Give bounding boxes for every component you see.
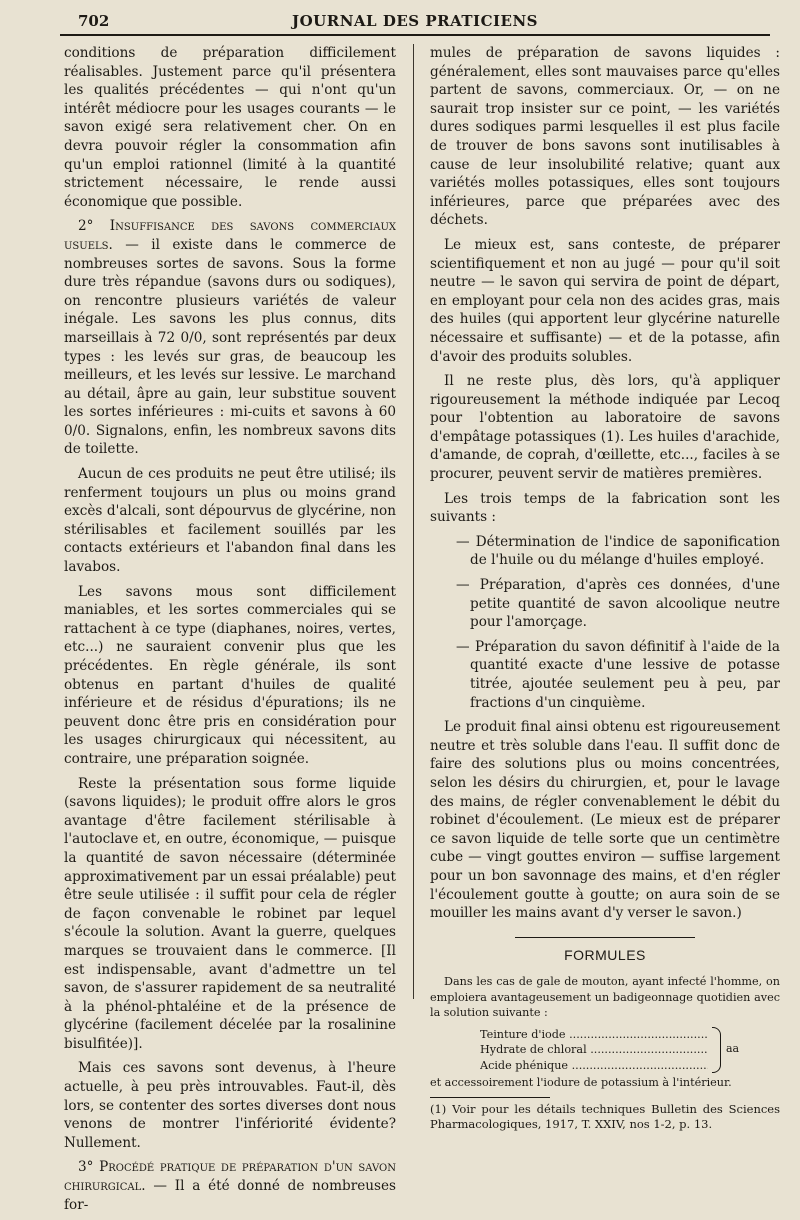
footnote: (1) Voir pour les détails techniques Bulletin des Sciences Pharmacologiques, 1917, T. XXIV, nos 1-2, p. 13. [430,1101,780,1131]
brace [712,1027,721,1073]
paragraph: Reste la présentation sous forme liquide (savons liquides); le produit offre alors le gros avantage d'être facilement stérilisable à l'autoclave et, en outre, économique, — puisque la quantité de savon nécessaire (déterminée approximativement par un essai préalable) peut être seule utilisée : il suffit pour cela de régler de façon convenable le robinet par lequel s'écoule la solution. Avant la guerre, quelques marques se trouvaient dans le commerce. [Il est indispensable, avant d'admettre un tel savon, de s'assurer rapidement de sa neutralité à la phénol-phtaléine et de la présence de glycérine (facilement décelée par la rosalinine bisulfitée)]. [64,775,396,1052]
list-item: — Détermination de l'indice de saponification de l'huile ou du mélange d'huiles employé. [456,533,780,569]
running-title: JOURNAL DES PRATICIENS [292,12,538,30]
paragraph: conditions de préparation difficilement réalisables. Justement parce qu'il présentera les qualités précédentes — qui n'ont qu'un intérêt médiocre pour les usages courants — le savon exigé sera relativement cher. On en devra pouvoir régler la consommation afin qu'un emploi rationnel (limité à la quantité strictement nécessaire, le rende aussi économique que possible. [64,45,396,210]
paragraph: Le produit final ainsi obtenu est rigoureusement neutre et très soluble dans l'eau. Il suffit donc de faire des solutions plus ou moins concentrées, selon les désirs du chirurgien, et, pour le lavage des mains, de régler convenablement le débit du robinet d'écoulement. (Le mieux est de préparer ce savon liquide de telle sorte que un centimètre cube — vingt gouttes environ — suffise largement pour un bon savonnage des mains, et d'en régler l'écoulement goutte à goutte; on aura soin de se mouiller les mains avant d'y verser le savon.) [430,719,780,922]
paragraph: mules de préparation de savons liquides : généralement, elles sont mauvaises parce qu'elles partent de savons, commerciaux. Or, — on ne saurait trop insister sur ce point, — les variétés dures sodiques parmi lesquelles il est plus facile de trouver de bons savons sont inutilisables à cause de leur insolubilité relative; quant aux variétés molles potassiques, elles sont toujours inférieures, parce que préparées avec des déchets. [430,45,780,229]
ingredient: Hydrate de chloral ..... [480,1042,708,1058]
paragraph: 3° Procédé pratique de préparation d'un savon chirurgical. — Il a été donné de nombreuses for- [64,1159,396,1213]
quantity: aa [726,1041,740,1055]
section-heading: 2° Insuffisance des savons commerciaux usuels. [64,218,396,253]
paragraph: Aucun de ces produits ne peut être utilisé; ils renferment toujours un plus ou moins grand excès d'alcali, sont dépourvus de glycérine, non stérilisables et facilement souillés par les contacts extérieurs et l'abandon final dans les lavabos. [64,466,396,576]
list-item: — Préparation, d'après ces données, d'une petite quantité de savon alcoolique neutre pour l'amorçage. [456,577,780,631]
paragraph: Il ne reste plus, dès lors, qu'à appliquer rigoureusement la méthode indiquée par Lecoq pour l'obtention au laboratoire de savons d'empâtage potassiques (1). Les huiles d'arachide, d'amande, de coprah, d'œillette, etc..., faciles à se procurer, peuvent servir de matières premières. [430,373,780,483]
footnote-divider [430,1097,550,1098]
section-heading: 3° Procédé pratique de préparation d'un savon chirurgical. [64,1159,396,1195]
paragraph: 2° Insuffisance des savons commerciaux usuels. — il existe dans le commerce de nombreuses sortes de savons. Sous la forme dure très répandue (savons durs ou sodiques), on rencontre plusieurs variétés de valeur inégale. Les savons les plus connus, dits marseillais à 72 0/0, sont représentés par deux types : les levés sur gras, de beaucoup les meilleurs, et les levés sur lessive. Le marchand au détail, âpre au gain, leur substitue souvent les sortes inférieures : mi-cuits et savons à 60 0/0. Signalons, enfin, les nombreux savons dits de toilette. [64,218,396,458]
ingredient: Acide phénique ..... [480,1058,708,1074]
paragraph: Mais ces savons sont devenus, à l'heure actuelle, à peu près introuvables. Faut-il, dès lors, se contenter des sortes diverses dont nous venons de montrer l'infériorité évidente? Nullement. [64,1060,396,1151]
paragraph: Les trois temps de la fabrication sont les suivants : [430,490,780,526]
page-header [60,8,770,36]
formulas-heading: FORMULES [515,937,695,965]
page-number: 702 [78,12,110,30]
formula-intro: Dans les cas de gale de mouton, ayant infecté l'homme, on emploiera avantageusement un badigeonnage quotidien avec la solution suivante : [430,975,780,1020]
list-item: — Préparation du savon définitif à l'aide de la quantité exacte d'une lessive de potasse titrée, ajoutée seulement peu à peu, par fractions d'un cinquième. [456,638,780,711]
column-divider [413,44,414,999]
paragraph: Les savons mous sont difficilement maniables, et les sortes commerciales qui se rattachent à ce type (diaphanes, noires, vertes, etc...) ne sauraient convenir plus que les précédentes. En règle générale, ils sont obtenus en partant d'huiles de qualité inférieure et de résidus d'épurations; ils ne peuvent donc être pris en considération pour les usages chirurgicaux qui nécessitent, au contraire, une préparation soignée. [64,583,396,767]
left-column [64,44,396,1220]
paragraph: Le mieux est, sans conteste, de préparer scientifiquement et non au jugé — pour qu'il soit neutre — le savon qui servira de point de départ, en employant pour cela non des acides gras, mais des huiles (qui apportent leur glycérine naturelle nécessaire et suffisante) — et de la potasse, afin d'avoir des produits solubles. [430,236,780,365]
formula-note: et accessoirement l'iodure de potassium à l'intérieur. [430,1076,732,1090]
recipe [430,1027,780,1074]
formulas-section [430,974,780,1091]
right-column [430,44,780,1138]
ingredient: Teinture d'iode ..... [480,1027,708,1043]
